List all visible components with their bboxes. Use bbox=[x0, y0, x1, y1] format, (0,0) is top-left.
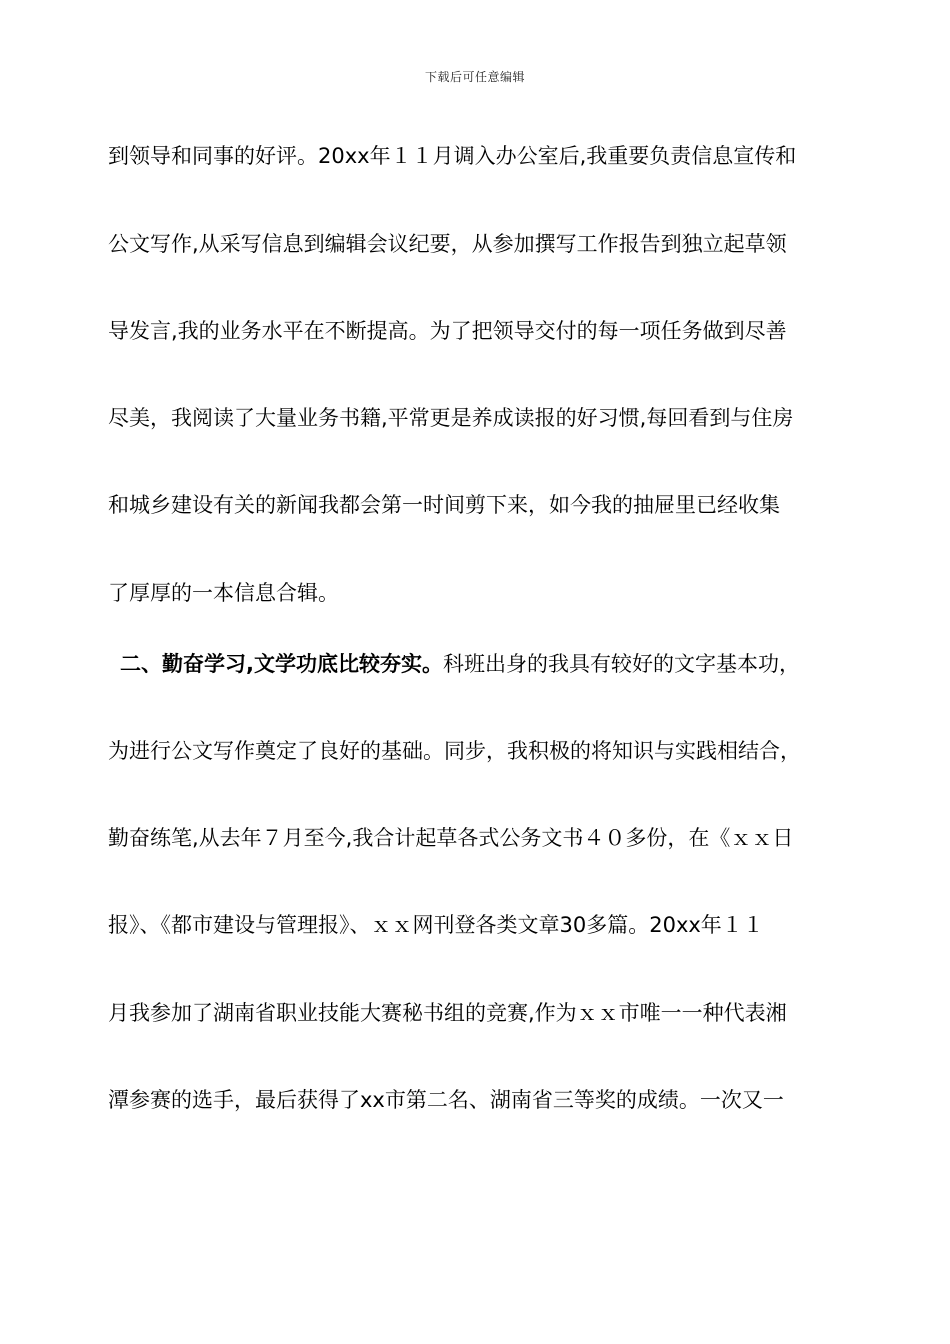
text-line: 尽美，我阅读了大量业务书籍,平常更是养成读报的好习惯,每回看到与住房 bbox=[108, 406, 794, 430]
text-line: 到领导和同事的好评。20xx年１１月调入办公室后,我重要负责信息宣传和 bbox=[108, 144, 797, 168]
text-line: 潭参赛的选手，最后获得了xx市第二名、湖南省三等奖的成绩。一次又一 bbox=[108, 1088, 784, 1112]
page-header: 下载后可任意编辑 bbox=[424, 70, 525, 84]
text-line: 导发言,我的业务水平在不断提高。为了把领导交付的每一项任务做到尽善 bbox=[108, 319, 787, 343]
text-line: 报》、《都市建设与管理报》、ｘｘ网刊登各类文章30多篇。20xx年１１ bbox=[108, 913, 764, 937]
text-line: 为进行公文写作奠定了良好的基础。同步，我积极的将知识与实践相结合， bbox=[108, 739, 801, 763]
text-line: 勤奋练笔,从去年７月至今,我合计起草各式公务文书４０多份，在《ｘｘ日 bbox=[108, 826, 794, 850]
text-line: 月我参加了湖南省职业技能大赛秘书组的竞赛,作为ｘｘ市唯一一种代表湘 bbox=[108, 1001, 787, 1025]
section-heading: 二、勤奋学习,文学功底比较夯实。 bbox=[120, 652, 443, 676]
section-heading-line bbox=[108, 649, 850, 679]
section-heading-rest: 科班出身的我具有较好的文字基本功， bbox=[442, 652, 800, 676]
text-line: 和城乡建设有关的新闻我都会第一时间剪下来，如今我的抽屉里已经收集 bbox=[108, 493, 780, 517]
text-line: 了厚厚的一本信息合辑。 bbox=[108, 581, 339, 605]
text-line: 公文写作,从采写信息到编辑会议纪要，从参加撰写工作报告到独立起草领 bbox=[108, 232, 787, 256]
